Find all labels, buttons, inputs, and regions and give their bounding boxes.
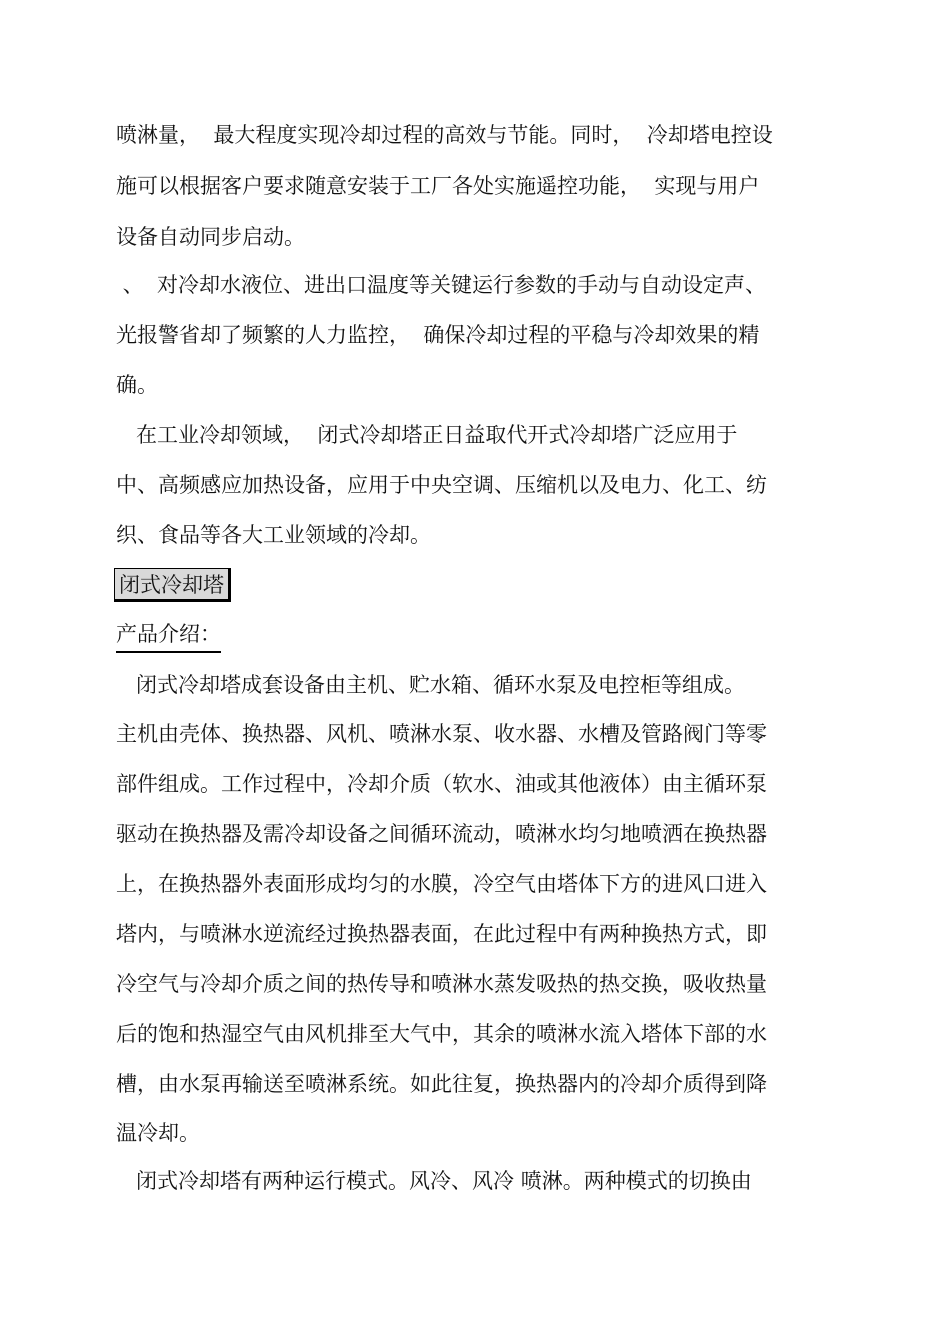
paragraph-4-line-7: 冷空气与冷却介质之间的热传导和喷淋水蒸发吸热的热交换，吸收热量 [116, 972, 767, 996]
paragraph-2-line-2: 光报警省却了频繁的人力监控， 确保冷却过程的平稳与冷却效果的精 [116, 323, 760, 347]
paragraph-3-line-2: 中、高频感应加热设备，应用于中央空调、压缩机以及电力、化工、纺 [116, 473, 767, 497]
paragraph-4-line-5: 上，在换热器外表面形成均匀的水膜，冷空气由塔体下方的进风口进入 [116, 872, 767, 896]
paragraph-3-line-1: 在工业冷却领域， 闭式冷却塔正日益取代开式冷却塔广泛应用于 [116, 423, 738, 447]
paragraph-4-line-4: 驱动在换热器及需冷却设备之间循环流动，喷淋水均匀地喷洒在换热器 [116, 822, 767, 846]
paragraph-1-line-1: 喷淋量， 最大程度实现冷却过程的高效与节能。同时， 冷却塔电控设 [116, 123, 773, 147]
paragraph-4-line-6: 塔内，与喷淋水逆流经过换热器表面，在此过程中有两种换热方式，即 [116, 922, 767, 946]
paragraph-4-line-10: 温冷却。 [116, 1121, 200, 1145]
paragraph-4-line-9: 槽，由水泵再输送至喷淋系统。如此往复，换热器内的冷却介质得到降 [116, 1072, 767, 1096]
paragraph-5-line-1: 闭式冷却塔有两种运行模式。风冷、风冷 喷淋。两种模式的切换由 [116, 1169, 752, 1193]
product-intro-subheading: 产品介绍： [116, 619, 221, 653]
paragraph-3-line-3: 织、食品等各大工业领域的冷却。 [116, 523, 431, 547]
paragraph-2-line-1: 、 对冷却水液位、进出口温度等关键运行参数的手动与自动设定声、 [116, 273, 767, 297]
paragraph-4-line-2: 主机由壳体、换热器、风机、喷淋水泵、收水器、水槽及管路阀门等零 [116, 722, 767, 746]
paragraph-1-line-3: 设备自动同步启动。 [116, 225, 305, 249]
paragraph-4-line-8: 后的饱和热湿空气由风机排至大气中，其余的喷淋水流入塔体下部的水 [116, 1022, 767, 1046]
paragraph-1-line-2: 施可以根据客户要求随意安装于工厂各处实施遥控功能， 实现与用户 [116, 174, 760, 198]
section-heading: 闭式冷却塔 [114, 568, 231, 602]
paragraph-4-line-3: 部件组成。工作过程中，冷却介质（软水、油或其他液体）由主循环泵 [116, 772, 767, 796]
paragraph-2-line-3: 确。 [116, 373, 158, 397]
paragraph-4-line-1: 闭式冷却塔成套设备由主机、贮水箱、循环水泵及电控柜等组成。 [116, 673, 746, 697]
